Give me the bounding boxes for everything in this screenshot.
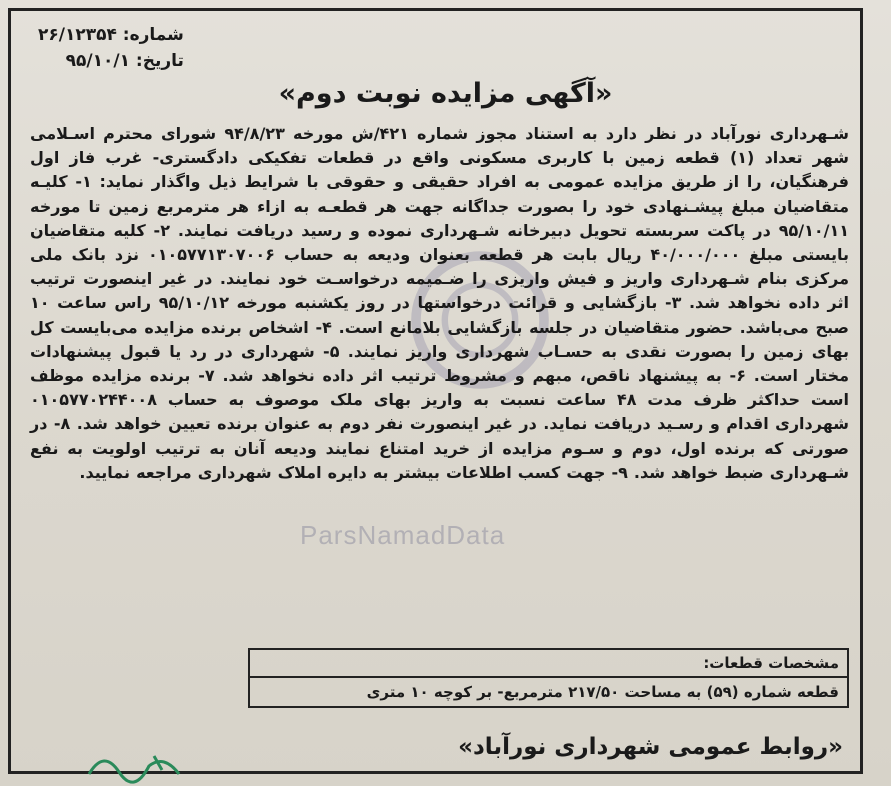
notice-body-text: شـهرداری نورآباد در نظر دارد به استناد مجوز شماره ۴۲۱/ش مورخه ۹۴/۸/۲۳ شورای محترم اسـلامی شهر تعداد (۱) قطعه زمین با کاربری مسکونی واقع در قطعات تفکیکی دادگستری- غرب فاز اول فرهنگیان، را از طریق مزایده عمومی به افراد حقیقی و حقوقی با شرایط ذیل واگذار نماید: ۱- کلیـه متقاضیان مبلغ پیشـنهادی خود را بصورت جداگانه جهت هر قطعـه به ازاء هر مترمربع زمین تا مورخه ۹۵/۱۰/۱۱ در پاکت سربسته تحویل دبیرخانه شـهرداری نموده و رسید دریافت نمایند. ۲- کلیه متقاضیان بایستی مبلغ ۴۰/۰۰۰/۰۰۰ ریال بابت هر قطعه بعنوان ودیعه به حساب ۰۱۰۵۷۷۱۳۰۷۰۰۶ نزد بانک ملی مرکزی بنام شـهرداری واریز و فیش واریزی را ضـمیمه درخواسـت خود نمایند. در غیر اینصورت ترتیب اثر داده نخواهد شد. ۳- بازگشایی و قرائت درخواستها در روز یکشنبه مورخه ۹۵/۱۰/۱۲ راس ساعت ۱۰ صبح می‌باشد. حضور متقاضیان در جلسه بازگشایی بلامانع است. ۴- اشخاص برنده مزایده می‌بایست کل بهای زمین را بصورت نقدی به حسـاب شهرداری واریز نمایند. ۵- شهرداری در رد یا قبول پیشنهادات مختار است. ۶- به پیشنهاد ناقص، مبهم و مشروط ترتیب اثر داده نخواهد شد. ۷- برنده مزایده موظف است حداکثر ظرف مدت ۴۸ ساعت نسبت به واریز بهای ملک موصوف به حساب ۰۱۰۵۷۷۰۲۴۴۰۰۸ شهرداری اقدام و رسـید دریافت نماید. در غیر اینصورت نفر دوم به عنوان برنده تعیین خواهد شد. ۸- در صورتی که برنده اول، دوم و سـوم مزایده از خرید امتناع نمایند ودیعه آنان به ترتیب اولویت به نفع شـهرداری ضبط خواهد شد. ۹- جهت کسب اطلاعات بیشتر به دایره املاک شهرداری مراجعه نمایید. [30,124,850,482]
notice-date [38,48,184,74]
parcel-specs-box [248,648,849,708]
number-value: ۲۶/۱۲۳۵۴ [38,25,117,45]
watermark-text: ParsNamadData [300,520,506,550]
specs-row: قطعه شماره (۵۹) به مساحت ۲۱۷/۵۰ مترمربع- بر کوچه ۱۰ متری [366,683,839,701]
public-relations-signature: «روابط عمومی شهرداری نورآباد» [458,734,843,760]
notice-meta [38,22,184,74]
notice-title: «آگهی مزایده نوبت دوم» [278,78,613,109]
notice-number [38,22,184,48]
notice-body [30,122,849,485]
date-value: ۹۵/۱۰/۱ [65,51,130,71]
specs-heading: مشخصات قطعات: [250,650,847,678]
number-label: شماره: [122,25,184,45]
handwritten-mark [84,744,204,784]
date-label: تاریخ: [135,51,184,71]
